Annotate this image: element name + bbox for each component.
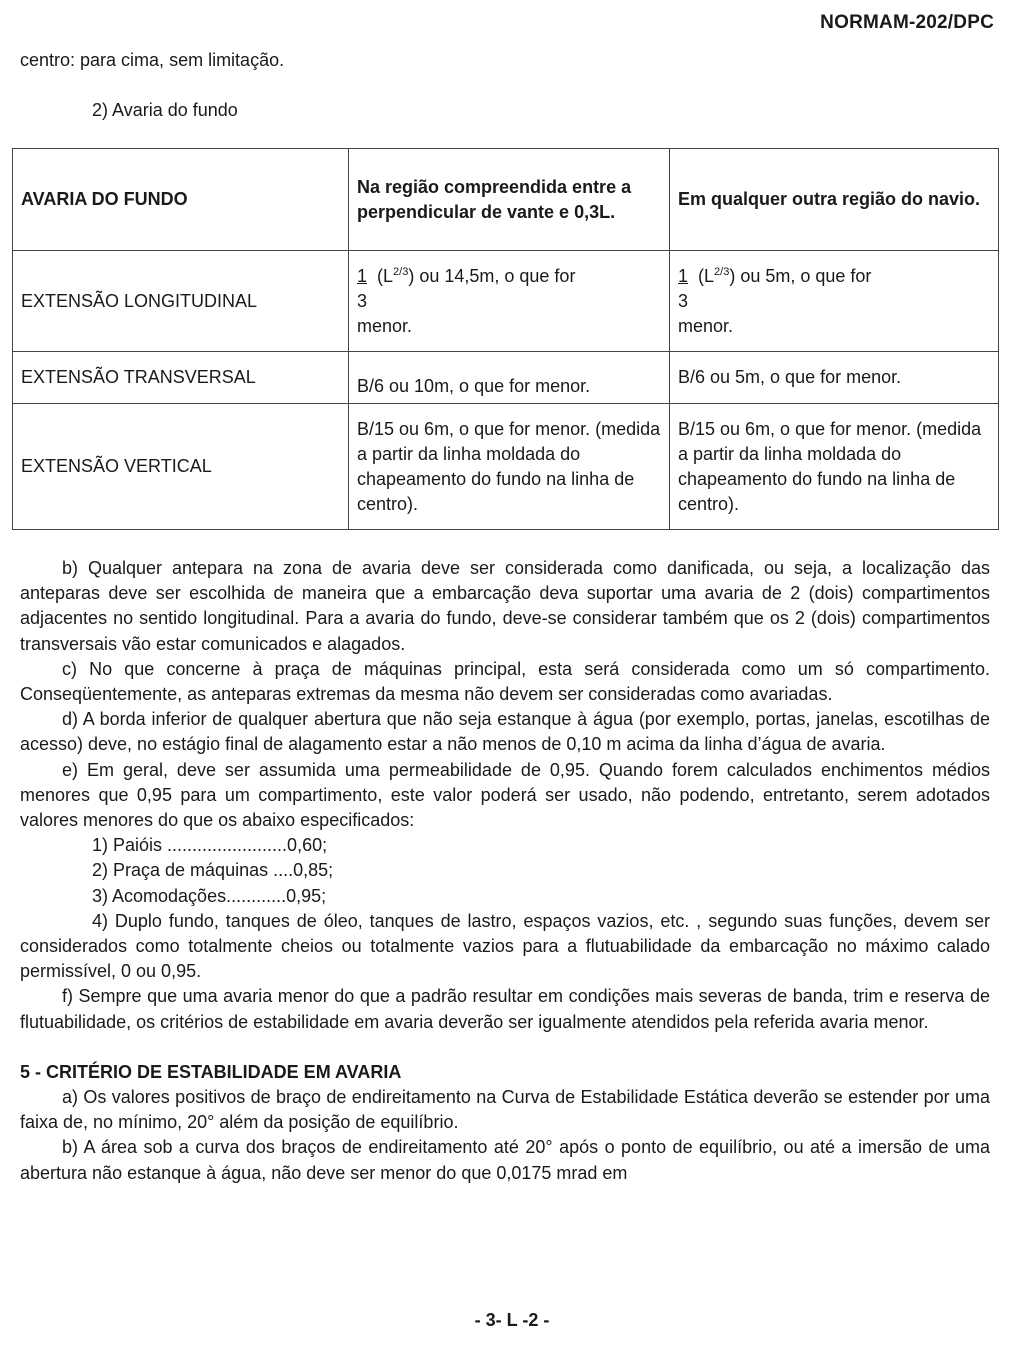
list-item: 4) Duplo fundo, tanques de óleo, tanques de lastro, espaços vazios, etc. , segundo suas funções, devem ser considerados como totalmente cheios ou totalmente vazios para a flutuabilidade da embarcação no máximo calado permissível, 0 ou 0,95. — [20, 910, 990, 982]
cell-text: menor. — [357, 315, 413, 336]
paragraph-d: d) A borda inferior de qualquer abertura que não seja estanque à água (por exemplo, portas, janelas, escotilhas de acesso) deve, no estágio final de alagamento estar a não menos de 0,10 m acima da linha d’água de avaria. — [20, 709, 990, 755]
table-cell: B/15 ou 6m, o que for menor. (medida a partir da linha moldada do chapeamento do fundo na linha de centro). — [670, 404, 999, 530]
paragraph-b: b) Qualquer antepara na zona de avaria deve ser considerada como danificada, ou seja, a localização das anteparas deve ser escolhida de maneira que a embarcação deva suportar uma avaria de 2 (dois) compartimentos adjacentes no sentido longitudinal. Para a avaria do fundo, deve-se considerar também que os 2 (dois) compartimentos transversais vão estar comunicados e alagados. — [20, 558, 990, 654]
header-cell: AVARIA DO FUNDO — [13, 149, 349, 251]
subheading: 2) Avaria do fundo — [92, 100, 238, 120]
table-row — [13, 352, 999, 404]
row-label: EXTENSÃO LONGITUDINAL — [13, 251, 349, 352]
cell-text: (L — [698, 265, 715, 286]
paragraph-c: c) No que concerne à praça de máquinas principal, esta será considerada como um só compartimento. Conseqüentemente, as anteparas extremas da mesma não devem ser consideradas como avariadas. — [20, 658, 990, 705]
header-cell: Em qualquer outra região do navio. — [670, 149, 999, 251]
table-cell: B/6 ou 5m, o que for menor. — [670, 352, 999, 404]
fraction-denominator: 3 — [678, 290, 689, 311]
page-number: - 3- L -2 - — [474, 1310, 550, 1330]
exponent: 2/3 — [393, 265, 409, 278]
table-cell: B/6 ou 10m, o que for menor. — [349, 352, 670, 404]
exponent: 2/3 — [714, 265, 730, 278]
damage-table — [12, 148, 999, 530]
cell-text: (L — [377, 265, 394, 286]
list-item: 2) Praça de máquinas ....0,85; — [92, 860, 334, 881]
header-cell: Na região compreendida entre a perpendicular de vante e 0,3L. — [349, 149, 670, 251]
table-row — [13, 404, 999, 530]
cell-text: ) ou 5m, o que for — [729, 265, 872, 286]
document-header: NORMAM-202/DPC — [820, 12, 994, 33]
row-label: EXTENSÃO TRANSVERSAL — [13, 352, 349, 404]
paragraph-f: f) Sempre que uma avaria menor do que a padrão resultar em condições mais severas de banda, trim e reserva de flutuabilidade, os critérios de estabilidade em avaria deverão ser igualmente atendidos pela referida avaria menor. — [20, 986, 990, 1032]
paragraph-5a: a) Os valores positivos de braço de endireitamento na Curva de Estabilidade Estática deverão se estender por uma faixa de, no mínimo, 20° além da posição de equilíbrio. — [20, 1087, 990, 1133]
paragraph-5b: b) A área sob a curva dos braços de endireitamento até 20° após o ponto de equilíbrio, ou até a imersão de uma abertura não estanque à água, não deve ser menor do que 0,0175 mrad em — [20, 1137, 990, 1183]
fraction-numerator: 1 — [357, 265, 368, 286]
list-item: 1) Paióis ........................0,60; — [92, 835, 328, 856]
cell-text: ) ou 14,5m, o que for — [408, 265, 576, 286]
table-cell — [349, 251, 670, 352]
table-cell — [670, 251, 999, 352]
table-header-row — [13, 149, 999, 251]
continuation-line: centro: para cima, sem limitação. — [20, 50, 285, 70]
section-heading: 5 - CRITÉRIO DE ESTABILIDADE EM AVARIA — [20, 1061, 402, 1082]
paragraph-e: e) Em geral, deve ser assumida uma permeabilidade de 0,95. Quando forem calculados enchimentos médios menores que 0,95 para um compartimento, este valor poderá ser usado, não podendo, entretanto, serem adotados valores menores do que os abaixo especificados: — [20, 759, 990, 831]
list-item: 3) Acomodações............0,95; — [92, 885, 327, 906]
table-row — [13, 251, 999, 352]
fraction-numerator: 1 — [678, 265, 689, 286]
body-text — [20, 556, 990, 1186]
table-cell: B/15 ou 6m, o que for menor. (medida a partir da linha moldada do chapeamento do fundo na linha de centro). — [349, 404, 670, 530]
row-label: EXTENSÃO VERTICAL — [13, 404, 349, 530]
cell-text: menor. — [678, 315, 734, 336]
fraction-denominator: 3 — [357, 290, 368, 311]
